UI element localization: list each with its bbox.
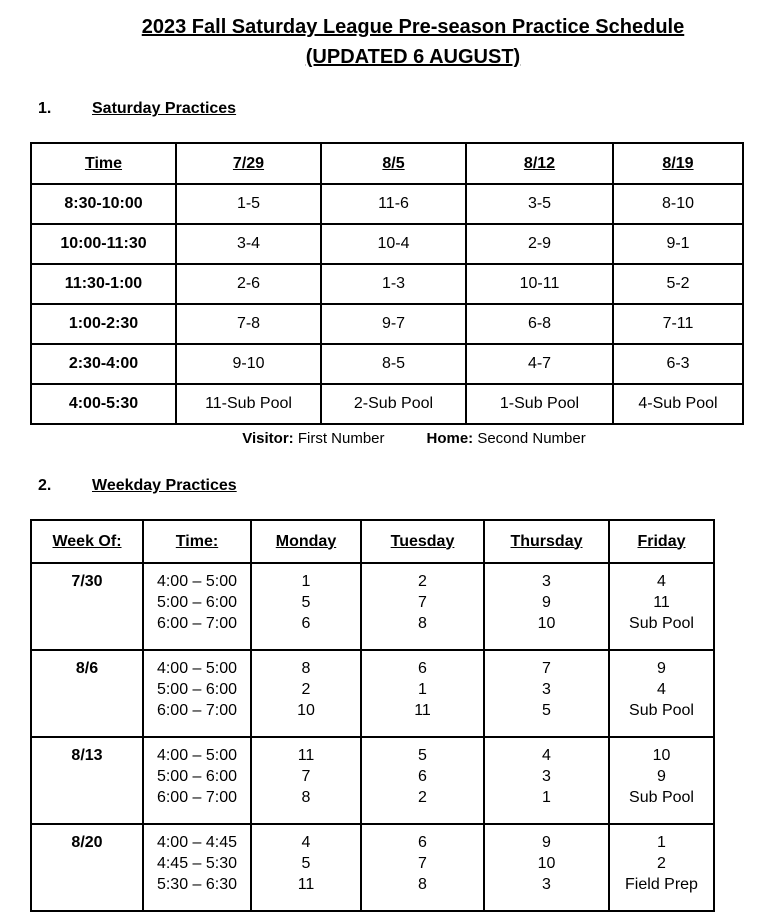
team-line: 11 [414, 702, 431, 719]
matchup-cell: 2-Sub Pool [321, 384, 466, 424]
saturday-practices-table [30, 142, 744, 425]
team-line: 3 [542, 876, 551, 893]
column-header-812: 8/12 [466, 143, 613, 184]
time-slot: 11:30-1:00 [31, 264, 176, 304]
matchup-cell: 9-7 [321, 304, 466, 344]
team-line: 8 [418, 615, 427, 632]
column-header-time: Time: [143, 520, 251, 563]
tuesday-cell [361, 737, 484, 824]
team-line: 7 [542, 660, 551, 677]
friday-cell [609, 563, 714, 650]
team-line: Sub Pool [629, 615, 694, 632]
week-of-cell: 7/30 [31, 563, 143, 650]
matchup-cell: 2-6 [176, 264, 321, 304]
team-line: 2 [657, 855, 666, 872]
week-of-cell: 8/20 [31, 824, 143, 911]
time-line: 5:00 – 6:00 [156, 594, 238, 611]
times-cell [143, 824, 251, 911]
matchup-cell: 9-1 [613, 224, 743, 264]
team-line: 4 [657, 681, 666, 698]
table-row [31, 344, 743, 384]
team-line: 9 [657, 660, 666, 677]
team-line: 8 [301, 660, 311, 677]
time-line: 4:45 – 5:30 [156, 855, 238, 872]
time-slot: 2:30-4:00 [31, 344, 176, 384]
time-line: 5:00 – 6:00 [156, 681, 238, 698]
thursday-cell [484, 650, 609, 737]
matchup-cell: 10-11 [466, 264, 613, 304]
matchup-cell: 6-8 [466, 304, 613, 344]
visitor-value: First Number [293, 430, 385, 447]
team-line: 3 [542, 681, 551, 698]
matchup-cell: 11-Sub Pool [176, 384, 321, 424]
team-line: 2 [301, 681, 311, 698]
time-slot: 8:30-10:00 [31, 184, 176, 224]
column-header-monday: Monday [251, 520, 361, 563]
team-line: 1 [542, 789, 551, 806]
team-line: 2 [418, 789, 427, 806]
tuesday-cell [361, 824, 484, 911]
column-header-week-of: Week Of: [31, 520, 143, 563]
section-2-heading [38, 476, 768, 495]
team-line: 4 [542, 747, 551, 764]
home-label: Home: [426, 430, 474, 447]
team-line: 8 [301, 789, 311, 806]
monday-cell [251, 824, 361, 911]
time-line: 4:00 – 5:00 [156, 573, 238, 590]
times-cell [143, 737, 251, 824]
saturday-header-row [31, 143, 743, 184]
table-row [31, 824, 714, 911]
table-row [31, 224, 743, 264]
matchup-cell: 11-6 [321, 184, 466, 224]
team-line: 11 [297, 876, 315, 893]
table-row [31, 304, 743, 344]
team-line: 11 [653, 594, 670, 611]
section-1-heading [38, 99, 768, 118]
column-header-friday: Friday [609, 520, 714, 563]
team-line: 9 [542, 834, 551, 851]
team-line: 6 [418, 660, 427, 677]
matchup-cell: 8-5 [321, 344, 466, 384]
team-line: 7 [418, 594, 427, 611]
column-header-time: Time [31, 143, 176, 184]
team-line: 9 [657, 768, 666, 785]
team-line: 4 [657, 573, 666, 590]
home-value: Second Number [473, 430, 586, 447]
team-line: 5 [301, 594, 311, 611]
time-line: 4:00 – 5:00 [156, 660, 238, 677]
team-line: 7 [418, 855, 427, 872]
table-row [31, 264, 743, 304]
team-line: 1 [301, 573, 311, 590]
team-line: 10 [537, 615, 556, 632]
title-text-2: (UPDATED 6 AUGUST) [305, 46, 521, 68]
friday-cell [609, 650, 714, 737]
matchup-cell: 6-3 [613, 344, 743, 384]
friday-cell [609, 737, 714, 824]
team-line: 11 [297, 747, 315, 764]
team-line: 5 [418, 747, 427, 764]
team-line: 1 [418, 681, 427, 698]
monday-cell [251, 737, 361, 824]
tuesday-cell [361, 563, 484, 650]
matchup-cell: 10-4 [321, 224, 466, 264]
section-2-title: Weekday Practices [92, 477, 237, 494]
section-2-number: 2. [38, 477, 52, 494]
column-header-tuesday: Tuesday [361, 520, 484, 563]
table-row [31, 737, 714, 824]
team-line: Sub Pool [629, 789, 694, 806]
table-row [31, 384, 743, 424]
tuesday-cell [361, 650, 484, 737]
team-line: Field Prep [625, 876, 698, 893]
week-of-cell: 8/13 [31, 737, 143, 824]
team-line: 6 [301, 615, 311, 632]
matchup-cell: 9-10 [176, 344, 321, 384]
thursday-cell [484, 824, 609, 911]
thursday-cell [484, 737, 609, 824]
matchup-cell: 7-11 [613, 304, 743, 344]
team-line: 2 [418, 573, 427, 590]
matchup-cell: 1-Sub Pool [466, 384, 613, 424]
matchup-cell: 3-4 [176, 224, 321, 264]
time-line: 5:30 – 6:30 [156, 876, 238, 893]
matchup-cell: 4-7 [466, 344, 613, 384]
weekday-header-row [31, 520, 714, 563]
team-line: 7 [301, 768, 311, 785]
week-of-cell: 8/6 [31, 650, 143, 737]
time-line: 5:00 – 6:00 [156, 768, 238, 785]
time-slot: 10:00-11:30 [31, 224, 176, 264]
team-line: 10 [537, 855, 556, 872]
time-line: 4:00 – 4:45 [156, 834, 238, 851]
team-line: 9 [542, 594, 551, 611]
visitor-home-legend [58, 430, 768, 448]
table-row [31, 650, 714, 737]
matchup-cell: 7-8 [176, 304, 321, 344]
time-line: 6:00 – 7:00 [156, 702, 238, 719]
time-slot: 1:00-2:30 [31, 304, 176, 344]
title-text-1: 2023 Fall Saturday League Pre-season Practice Schedule [141, 16, 685, 38]
weekday-practices-table [30, 519, 715, 912]
column-header-85: 8/5 [321, 143, 466, 184]
friday-cell [609, 824, 714, 911]
matchup-cell: 5-2 [613, 264, 743, 304]
section-1-number: 1. [38, 100, 52, 117]
team-line: Sub Pool [629, 702, 694, 719]
team-line: 3 [542, 768, 551, 785]
matchup-cell: 3-5 [466, 184, 613, 224]
column-header-819: 8/19 [613, 143, 743, 184]
visitor-label: Visitor: [242, 430, 294, 447]
team-line: 3 [542, 573, 551, 590]
title-line-1 [58, 12, 768, 42]
team-line: 1 [657, 834, 666, 851]
team-line: 8 [418, 876, 427, 893]
thursday-cell [484, 563, 609, 650]
table-row [31, 563, 714, 650]
title-line-2 [58, 42, 768, 72]
time-line: 6:00 – 7:00 [156, 615, 238, 632]
times-cell [143, 563, 251, 650]
table-row [31, 184, 743, 224]
time-line: 6:00 – 7:00 [156, 789, 238, 806]
times-cell [143, 650, 251, 737]
section-1-title: Saturday Practices [92, 100, 237, 117]
monday-cell [251, 650, 361, 737]
team-line: 6 [418, 768, 427, 785]
matchup-cell: 2-9 [466, 224, 613, 264]
team-line: 10 [652, 747, 671, 764]
time-slot: 4:00-5:30 [31, 384, 176, 424]
time-line: 4:00 – 5:00 [156, 747, 238, 764]
team-line: 10 [297, 702, 315, 719]
column-header-729: 7/29 [176, 143, 321, 184]
column-header-thursday: Thursday [484, 520, 609, 563]
matchup-cell: 1-5 [176, 184, 321, 224]
team-line: 4 [301, 834, 311, 851]
matchup-cell: 8-10 [613, 184, 743, 224]
team-line: 5 [542, 702, 551, 719]
team-line: 6 [418, 834, 427, 851]
monday-cell [251, 563, 361, 650]
matchup-cell: 4-Sub Pool [613, 384, 743, 424]
matchup-cell: 1-3 [321, 264, 466, 304]
document-title [0, 0, 768, 72]
team-line: 5 [301, 855, 311, 872]
